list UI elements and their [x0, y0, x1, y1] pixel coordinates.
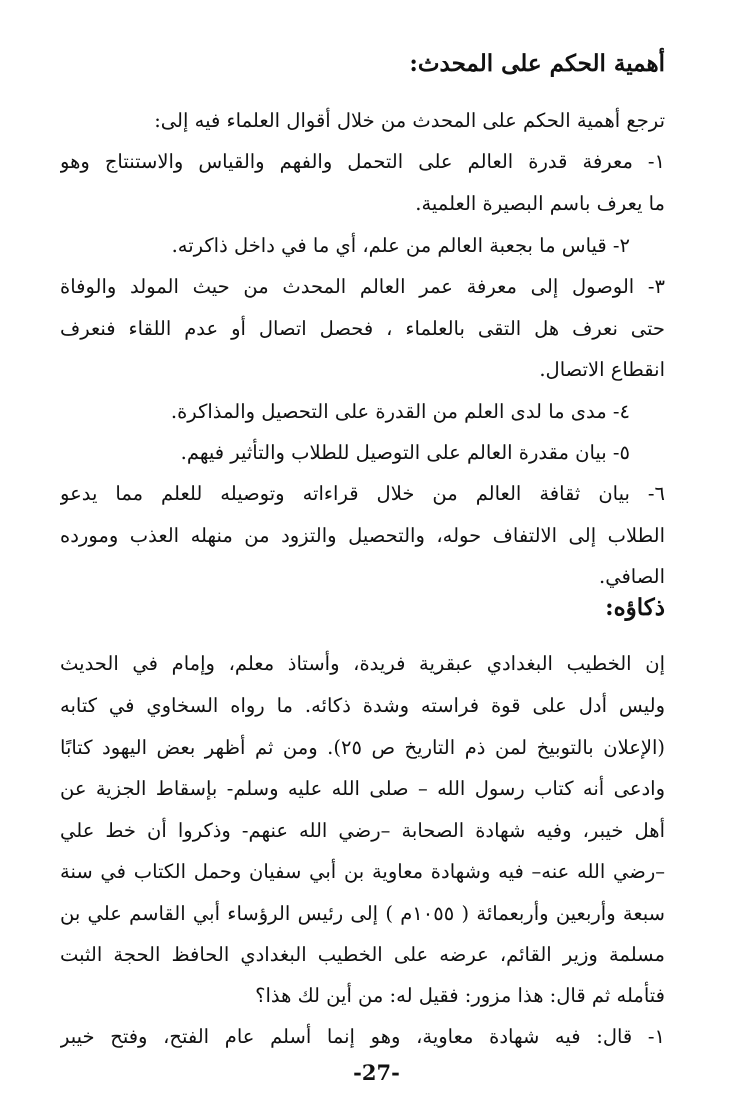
- paragraph-line: –رضي الله عنه– فيه وشهادة معاوية بن أبي سفيان وحمل الكتاب في سنة: [60, 860, 665, 883]
- intro-line: ترجع أهمية الحكم على المحدث من خلال أقوال العلماء فيه إلى:: [154, 109, 665, 132]
- page-number: -27-: [353, 1060, 400, 1085]
- item-3-line-2: حتى نعرف هل التقى بالعلماء ، فحصل اتصال أو عدم اللقاء فنعرف: [60, 317, 665, 340]
- continuation-line: ١- قال: فيه شهادة معاوية، وهو إنما أسلم عام الفتح، وفتح خيبر: [60, 1025, 665, 1048]
- item-2-line-1: ٢- قياس ما بجعبة العالم من علم، أي ما في داخل ذاكرته.: [171, 234, 630, 257]
- section-heading-importance: أهمية الحكم على المحدث:: [409, 50, 665, 77]
- item-1-line-1: ١- معرفة قدرة العالم على التحمل والفهم والقياس والاستنتاج وهو: [60, 150, 665, 173]
- paragraph-line: مسلمة وزير القائم، عرضه على الخطيب البغدادي الحافظ الحجة الثبت: [60, 943, 665, 966]
- item-3-line-1: ٣- الوصول إلى معرفة عمر العالم المحدث من حيث المولد والوفاة: [60, 275, 665, 298]
- item-5-line-1: ٥- بيان مقدرة العالم على التوصيل للطلاب والتأثير فيهم.: [180, 441, 630, 464]
- paragraph-line: وادعى أنه كتاب رسول الله – صلى الله عليه وسلم- بإسقاط الجزية عن: [60, 777, 665, 800]
- item-3-line-3: انقطاع الاتصال.: [539, 358, 665, 381]
- paragraph-line: أهل خيبر، وفيه شهادة الصحابة –رضي الله عنهم- وذكروا أن خط علي: [60, 819, 665, 842]
- item-1-line-2: ما يعرف باسم البصيرة العلمية.: [415, 192, 665, 215]
- item-6-line-2: الطلاب إلى الالتفاف حوله، والتحصيل والتزود من منهله العذب ومورده: [60, 524, 665, 547]
- section-heading-intelligence: ذكاؤه:: [605, 594, 665, 621]
- paragraph-line: وليس أدل على قوة فراسته وشدة ذكائه. ما رواه السخاوي في كتابه: [60, 694, 665, 717]
- item-4-line-1: ٤- مدى ما لدى العلم من القدرة على التحصيل والمذاكرة.: [170, 400, 630, 423]
- item-6-line-1: ٦- بيان ثقافة العالم من خلال قراءاته وتوصيله للعلم مما يدعو: [60, 482, 665, 505]
- paragraph-line: سبعة وأربعين وأربعمائة ( ١٠٥٥م ) إلى رئيس الرؤساء أبي القاسم علي بن: [60, 902, 665, 925]
- paragraph-line: إن الخطيب البغدادي عبقرية فريدة، وأستاذ معلم، وإمام في الحديث: [60, 652, 665, 675]
- paragraph-line: (الإعلان بالتوبيخ لمن ذم التاريخ ص ٢٥). ومن ثم أظهر بعض اليهود كتابًا: [60, 736, 665, 759]
- paragraph-line: فتأمله ثم قال: هذا مزور: فقيل له: من أين لك هذا؟: [255, 984, 665, 1007]
- item-6-line-3: الصافي.: [599, 565, 665, 588]
